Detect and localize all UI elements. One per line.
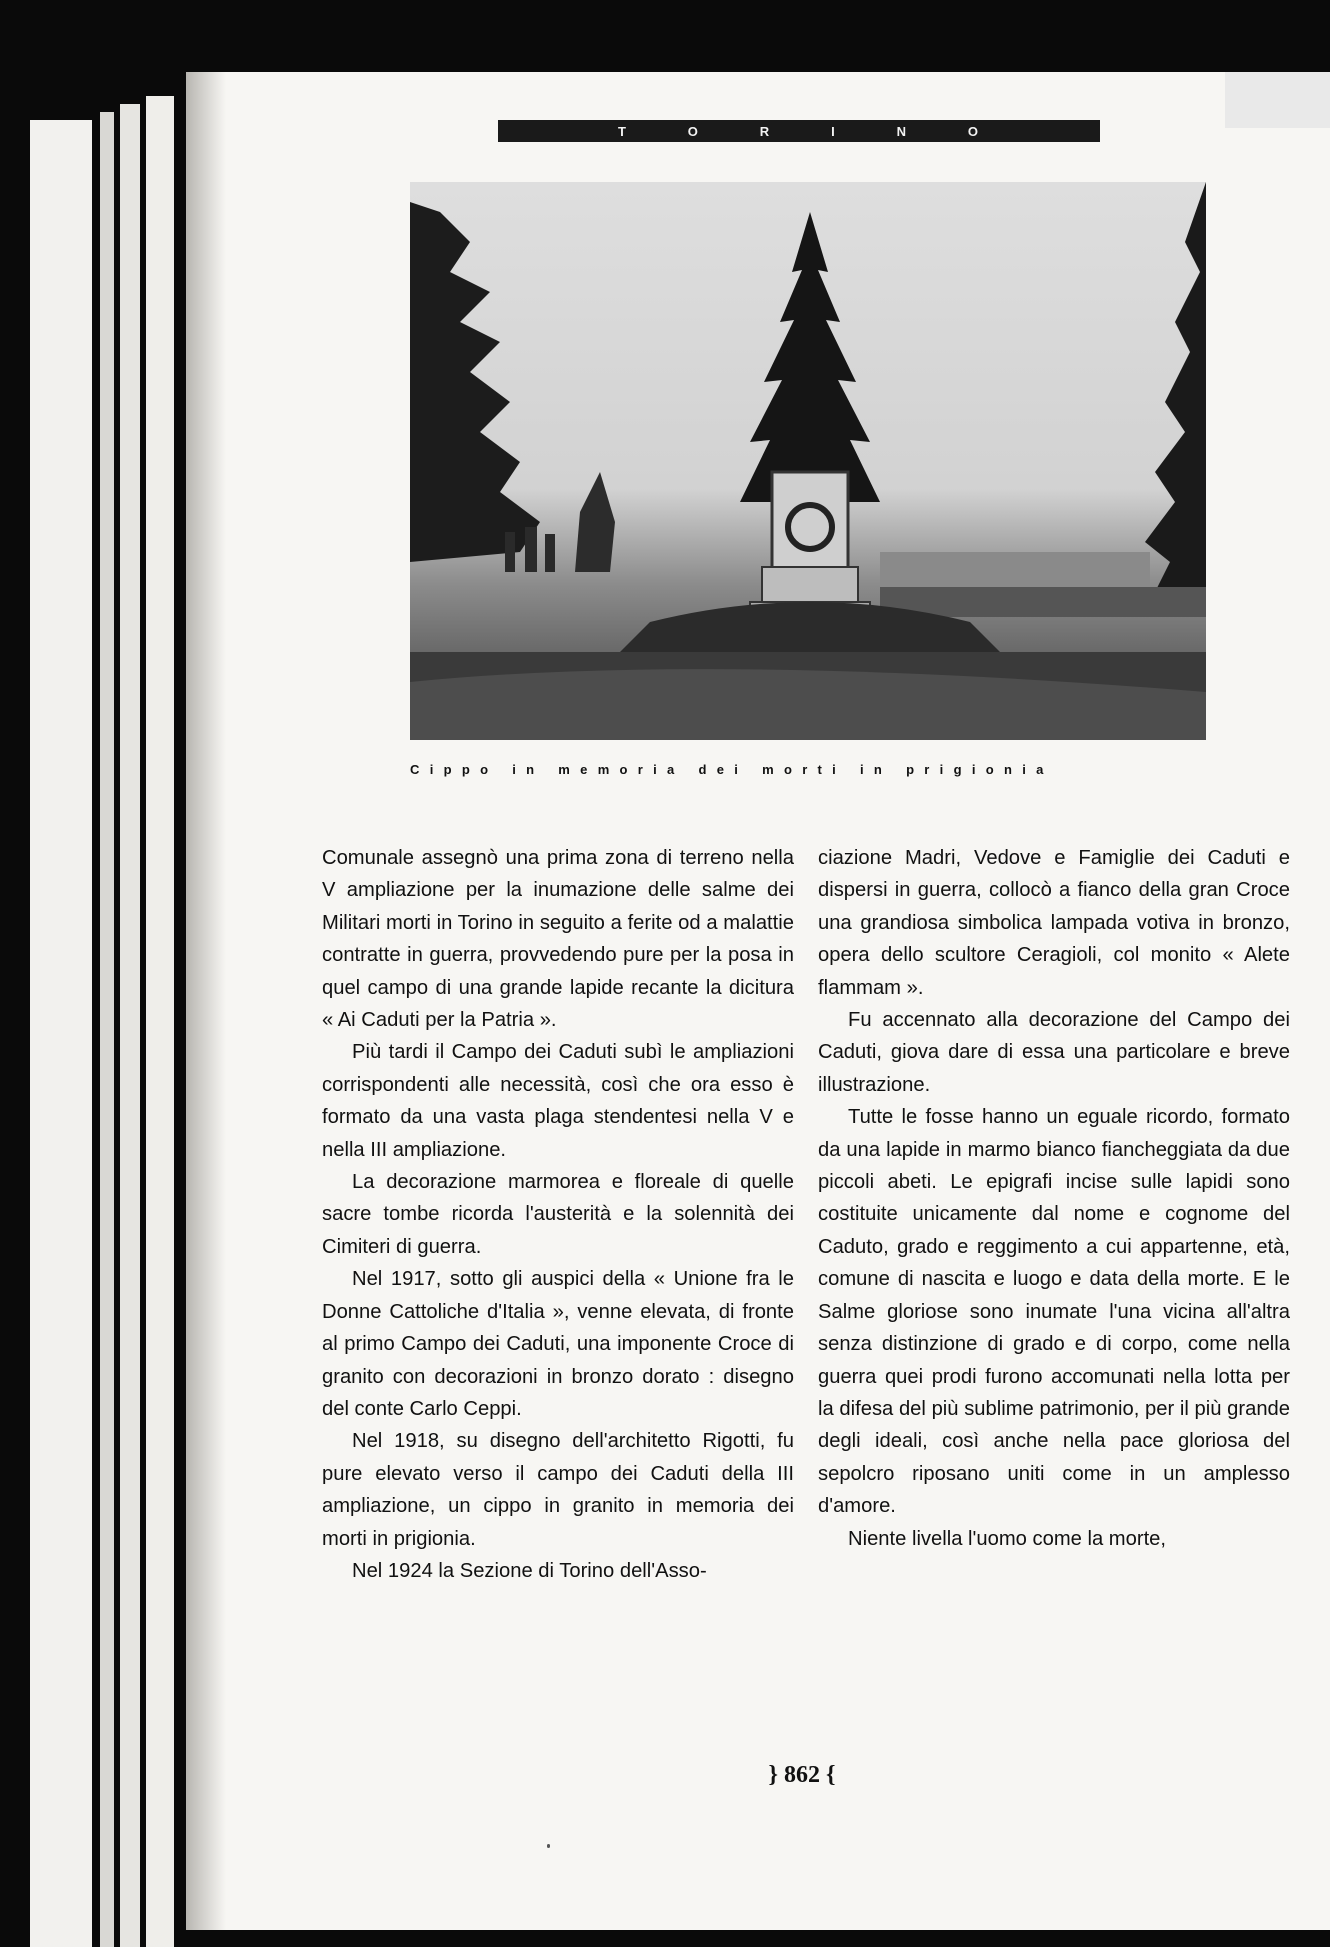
photo-caption: Cippo in memoria dei morti in prigionia	[410, 762, 1054, 777]
paragraph: La decorazione marmorea e floreale di quelle sacre tombe ricorda l'austerità e la solennità dei Cimiteri di guerra.	[322, 1171, 794, 1258]
header-letter: O	[967, 123, 980, 139]
header-letter: N	[896, 123, 908, 139]
header-letter: T	[617, 123, 628, 139]
book-edge-1	[30, 120, 92, 1947]
paragraph: Comunale assegnò una prima zona di terreno nella V ampliazione per la inumazione delle salme dei Militari morti in Torino in seguito a ferite od a malattie contratte in guerra, provvedendo pure per la posa in quel campo di una grande lapide recante la dicitura « Ai Caduti per la Patria ».	[322, 847, 794, 1032]
paragraph: Nel 1918, su disegno dell'architetto Rigotti, fu pure elevato verso il campo dei Caduti della III ampliazione, un cippo in granito in memoria dei morti in prigionia.	[322, 1430, 794, 1550]
paragraph: Nel 1924 la Sezione di Torino dell'Asso-	[352, 1559, 707, 1582]
text-column-right	[818, 842, 1290, 1555]
page-gutter-shadow	[186, 72, 226, 1930]
paragraph: Più tardi il Campo dei Caduti subì le ampliazioni corrispondenti alle necessità, così che ora esso è formato da una vasta plaga stendentesi nella V e nella III ampliazione.	[322, 1041, 794, 1161]
paragraph: ciazione Madri, Vedove e Famiglie dei Caduti e dispersi in guerra, collocò a fianco della gran Croce una grandiosa simbolica lampada votiva in bronzo, opera dello scultore Ceragioli, col monito « Alete flammam ».	[818, 847, 1290, 999]
section-header-banner	[498, 120, 1100, 142]
page-number: } 862 {	[768, 1762, 836, 1788]
monument-photo-drawing	[410, 182, 1206, 740]
book-edge-3	[120, 104, 140, 1947]
paragraph: Tutte le fosse hanno un eguale ricordo, formato da una lapide in marmo bianco fiancheggiata da due piccoli abeti. Le epigrafi incise sulle lapidi sono costituite unicamente dal nome e cognome del Caduto, grado e reggimento a cui appartenne, età, comune di nascita e luogo e data della morte. E le Salme gloriose sono inumate l'una vicina all'altra senza distinzione di grado e di corpo, come nella guerra quei prodi furono accomunati nella lotta per la difesa del più sublime patrimonio, per il più grande degli ideali, così anche nella pace gloriosa del sepolcro riposano uniti come in un amplesso d'amore.	[818, 1106, 1290, 1518]
header-letter: I	[831, 123, 837, 139]
header-letter: R	[759, 123, 772, 139]
scan-speck	[547, 1844, 550, 1848]
book-edge-2	[100, 112, 114, 1947]
book-edge-4	[146, 96, 174, 1947]
monument-photo	[410, 182, 1206, 740]
paragraph: Fu accennato alla decorazione del Campo dei Caduti, giova dare di essa una particolare e breve illustrazione.	[818, 1009, 1290, 1096]
header-letter: O	[687, 123, 700, 139]
paragraph: Niente livella l'uomo come la morte,	[848, 1527, 1167, 1550]
text-column-left	[322, 842, 794, 1587]
scan-margin	[1225, 72, 1330, 128]
paragraph: Nel 1917, sotto gli auspici della « Unione fra le Donne Cattoliche d'Italia », venne elevata, di fronte al primo Campo dei Caduti, una imponente Croce di granito con decorazioni in bronzo dorato : disegno del conte Carlo Ceppi.	[322, 1268, 794, 1420]
book-page	[186, 72, 1330, 1930]
